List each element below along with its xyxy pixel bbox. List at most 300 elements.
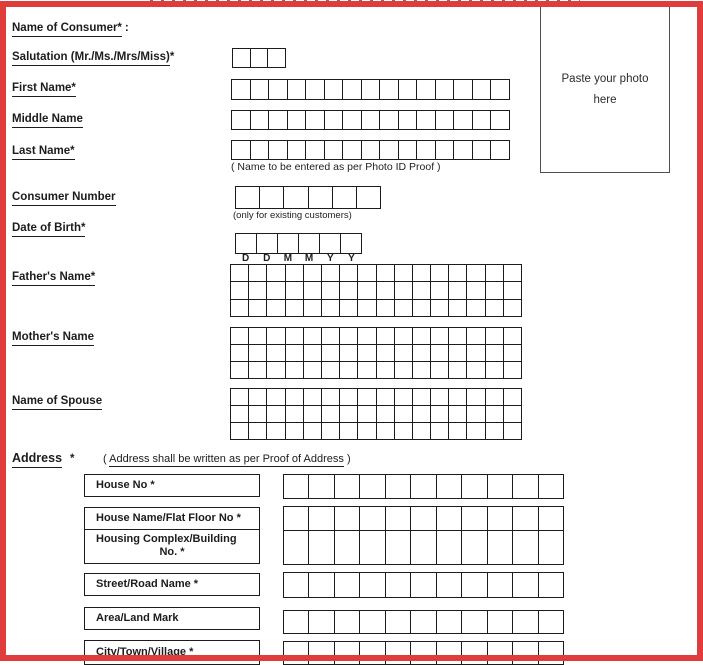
char-cell xyxy=(488,611,513,634)
char-cell xyxy=(357,187,381,209)
char-cell xyxy=(309,573,334,598)
char-cell xyxy=(360,611,385,634)
char-cell xyxy=(267,300,285,317)
char-cell xyxy=(513,507,538,531)
char-cell xyxy=(358,345,376,362)
char-cell xyxy=(304,362,322,379)
char-cell xyxy=(320,234,341,254)
char-cell xyxy=(284,611,309,634)
char-cell xyxy=(249,362,267,379)
consumer-number-char-grid xyxy=(235,186,381,209)
char-cell xyxy=(473,141,492,160)
char-cell xyxy=(513,531,538,565)
label-first-name: First Name* xyxy=(12,82,76,97)
char-cell xyxy=(395,300,413,317)
char-cell xyxy=(491,141,510,160)
char-cell xyxy=(358,362,376,379)
char-cell xyxy=(278,234,299,254)
char-cell xyxy=(513,642,538,665)
char-cell xyxy=(486,300,504,317)
char-cell xyxy=(431,282,449,299)
char-cell xyxy=(454,111,473,130)
char-cell xyxy=(377,406,395,423)
char-cell xyxy=(486,265,504,282)
char-cell xyxy=(539,507,564,531)
house-name-char-grid xyxy=(283,506,564,531)
char-cell xyxy=(335,642,360,665)
char-cell xyxy=(449,389,467,406)
char-cell xyxy=(249,406,267,423)
char-cell xyxy=(286,406,304,423)
char-cell xyxy=(309,507,334,531)
char-cell xyxy=(360,507,385,531)
char-cell xyxy=(267,362,285,379)
char-cell xyxy=(322,362,340,379)
char-cell xyxy=(304,265,322,282)
char-cell xyxy=(340,345,358,362)
char-cell xyxy=(539,642,564,665)
char-cell xyxy=(395,328,413,345)
char-cell xyxy=(437,531,462,565)
label-box-area-landmark: Area/Land Mark xyxy=(84,607,260,630)
char-cell xyxy=(413,389,431,406)
char-cell xyxy=(304,328,322,345)
char-cell xyxy=(304,389,322,406)
char-cell xyxy=(467,362,485,379)
char-cell xyxy=(486,345,504,362)
char-cell xyxy=(360,531,385,565)
char-cell xyxy=(286,389,304,406)
char-cell xyxy=(362,80,381,100)
char-cell xyxy=(249,282,267,299)
first-name-char-grid xyxy=(231,79,510,100)
char-cell xyxy=(358,423,376,440)
char-cell xyxy=(233,49,251,68)
char-cell xyxy=(236,187,260,209)
char-cell xyxy=(462,507,487,531)
char-cell xyxy=(341,234,362,254)
housing-complex-char-grid xyxy=(283,530,564,565)
dob-format-letters xyxy=(235,253,362,264)
char-cell xyxy=(488,573,513,598)
char-cell xyxy=(267,282,285,299)
char-cell xyxy=(449,362,467,379)
char-cell xyxy=(413,300,431,317)
char-cell xyxy=(431,406,449,423)
char-cell xyxy=(340,282,358,299)
char-cell xyxy=(504,362,522,379)
char-cell xyxy=(360,475,385,499)
char-cell xyxy=(232,111,251,130)
char-cell xyxy=(431,345,449,362)
char-cell xyxy=(395,282,413,299)
last-name-char-grid xyxy=(231,140,510,160)
char-cell xyxy=(488,475,513,499)
char-cell xyxy=(267,265,285,282)
char-cell xyxy=(504,345,522,362)
char-cell xyxy=(340,265,358,282)
char-cell xyxy=(436,141,455,160)
char-cell xyxy=(486,423,504,440)
char-cell xyxy=(257,234,278,254)
label-middle-name: Middle Name xyxy=(12,113,83,128)
char-cell xyxy=(340,406,358,423)
char-cell xyxy=(467,423,485,440)
char-cell xyxy=(467,389,485,406)
name-note: ( Name to be entered as per Photo ID Proof ) xyxy=(231,161,441,173)
char-cell xyxy=(399,111,418,130)
salutation-char-grid xyxy=(232,48,286,68)
char-cell xyxy=(249,389,267,406)
char-cell xyxy=(309,642,334,665)
address-heading: Address * xyxy=(12,451,75,468)
char-cell xyxy=(504,406,522,423)
char-cell xyxy=(377,423,395,440)
dob-letter: D xyxy=(263,253,271,264)
char-cell xyxy=(377,265,395,282)
label-name-of-consumer: Name of Consumer* : xyxy=(12,22,129,37)
char-cell xyxy=(488,531,513,565)
char-cell xyxy=(449,345,467,362)
char-cell xyxy=(236,234,257,254)
char-cell xyxy=(449,265,467,282)
char-cell xyxy=(462,531,487,565)
char-cell xyxy=(325,141,344,160)
char-cell xyxy=(284,507,309,531)
label-date-of-birth: Date of Birth* xyxy=(12,222,85,237)
char-cell xyxy=(231,282,249,299)
label-consumer-number: Consumer Number xyxy=(12,191,116,206)
label-salutation: Salutation (Mr./Ms./Mrs/Miss)* xyxy=(12,51,174,66)
char-cell xyxy=(309,187,333,209)
char-cell xyxy=(431,328,449,345)
middle-name-char-grid xyxy=(231,110,510,130)
char-cell xyxy=(286,362,304,379)
char-cell xyxy=(380,111,399,130)
char-cell xyxy=(286,328,304,345)
char-cell xyxy=(488,642,513,665)
char-cell xyxy=(413,406,431,423)
char-cell xyxy=(322,345,340,362)
char-cell xyxy=(411,611,436,634)
char-cell xyxy=(504,265,522,282)
char-cell xyxy=(437,611,462,634)
char-cell xyxy=(340,423,358,440)
char-cell xyxy=(362,141,381,160)
char-cell xyxy=(284,573,309,598)
char-cell xyxy=(358,389,376,406)
char-cell xyxy=(286,423,304,440)
char-cell xyxy=(306,111,325,130)
char-cell xyxy=(467,328,485,345)
char-cell xyxy=(431,265,449,282)
char-cell xyxy=(491,111,510,130)
char-cell xyxy=(413,362,431,379)
dob-letter: M xyxy=(304,253,314,264)
char-cell xyxy=(231,300,249,317)
char-cell xyxy=(467,345,485,362)
char-cell xyxy=(473,111,492,130)
char-cell xyxy=(417,141,436,160)
street-road-char-grid xyxy=(283,572,564,598)
label-name-of-spouse: Name of Spouse xyxy=(12,395,102,410)
char-cell xyxy=(467,265,485,282)
address-note: ( Address shall be written as per Proof of Address ) xyxy=(103,453,351,465)
char-cell xyxy=(386,507,411,531)
char-cell xyxy=(362,111,381,130)
char-cell xyxy=(395,389,413,406)
char-cell xyxy=(449,300,467,317)
char-cell xyxy=(340,328,358,345)
char-cell xyxy=(437,475,462,499)
char-cell xyxy=(413,345,431,362)
char-cell xyxy=(288,80,307,100)
char-cell xyxy=(462,475,487,499)
char-cell xyxy=(251,49,269,68)
char-cell xyxy=(431,300,449,317)
dob-letter: Y xyxy=(348,253,355,264)
dob-letter: D xyxy=(241,253,250,264)
char-cell xyxy=(322,406,340,423)
char-cell xyxy=(286,345,304,362)
clipped-text-remnant xyxy=(150,0,580,3)
char-cell xyxy=(454,141,473,160)
char-cell xyxy=(386,475,411,499)
char-cell xyxy=(286,300,304,317)
char-cell xyxy=(268,49,286,68)
char-cell xyxy=(269,141,288,160)
char-cell xyxy=(232,141,251,160)
fathers-name-char-grid xyxy=(230,264,522,317)
char-cell xyxy=(251,141,270,160)
char-cell xyxy=(467,406,485,423)
char-cell xyxy=(380,141,399,160)
char-cell xyxy=(411,507,436,531)
char-cell xyxy=(288,111,307,130)
char-cell xyxy=(335,507,360,531)
char-cell xyxy=(231,423,249,440)
char-cell xyxy=(284,642,309,665)
char-cell xyxy=(325,111,344,130)
char-cell xyxy=(411,642,436,665)
char-cell xyxy=(504,328,522,345)
char-cell xyxy=(504,282,522,299)
char-cell xyxy=(360,642,385,665)
char-cell xyxy=(358,328,376,345)
char-cell xyxy=(395,406,413,423)
char-cell xyxy=(486,362,504,379)
char-cell xyxy=(437,573,462,598)
char-cell xyxy=(395,423,413,440)
label-box-housing-complex: Housing Complex/Building No. * xyxy=(84,529,260,565)
char-cell xyxy=(377,362,395,379)
char-cell xyxy=(462,611,487,634)
char-cell xyxy=(335,475,360,499)
char-cell xyxy=(486,328,504,345)
char-cell xyxy=(462,642,487,665)
char-cell xyxy=(449,423,467,440)
char-cell xyxy=(462,573,487,598)
char-cell xyxy=(513,573,538,598)
char-cell xyxy=(231,345,249,362)
city-town-village-char-grid xyxy=(283,641,564,665)
char-cell xyxy=(358,406,376,423)
label-box-house-no: House No * xyxy=(84,474,260,497)
char-cell xyxy=(413,282,431,299)
char-cell xyxy=(377,328,395,345)
char-cell xyxy=(504,389,522,406)
char-cell xyxy=(299,234,320,254)
char-cell xyxy=(335,611,360,634)
char-cell xyxy=(304,406,322,423)
char-cell xyxy=(284,475,309,499)
char-cell xyxy=(232,80,251,100)
char-cell xyxy=(322,265,340,282)
mothers-name-char-grid xyxy=(230,327,522,379)
char-cell xyxy=(513,611,538,634)
char-cell xyxy=(504,300,522,317)
char-cell xyxy=(304,423,322,440)
char-cell xyxy=(539,475,564,499)
char-cell xyxy=(413,265,431,282)
char-cell xyxy=(231,389,249,406)
char-cell xyxy=(251,111,270,130)
char-cell xyxy=(325,80,344,100)
char-cell xyxy=(504,423,522,440)
char-cell xyxy=(335,573,360,598)
label-box-house-name: House Name/Flat Floor No * xyxy=(84,507,260,530)
label-box-street-road: Street/Road Name * xyxy=(84,573,260,596)
area-landmark-char-grid xyxy=(283,610,564,634)
char-cell xyxy=(333,187,357,209)
char-cell xyxy=(486,389,504,406)
char-cell xyxy=(304,300,322,317)
char-cell xyxy=(304,282,322,299)
char-cell xyxy=(306,80,325,100)
char-cell xyxy=(340,300,358,317)
char-cell xyxy=(249,300,267,317)
char-cell xyxy=(454,80,473,100)
char-cell xyxy=(473,80,492,100)
photo-box-text-line2: here xyxy=(593,93,617,106)
char-cell xyxy=(231,406,249,423)
char-cell xyxy=(449,328,467,345)
char-cell xyxy=(386,642,411,665)
char-cell xyxy=(309,475,334,499)
char-cell xyxy=(467,282,485,299)
char-cell xyxy=(437,507,462,531)
photo-paste-box xyxy=(540,6,670,173)
char-cell xyxy=(411,475,436,499)
char-cell xyxy=(260,187,284,209)
char-cell xyxy=(249,345,267,362)
consumer-number-note: (only for existing customers) xyxy=(233,210,352,221)
char-cell xyxy=(377,300,395,317)
label-box-city-town-village: City/Town/Village * xyxy=(84,640,260,665)
char-cell xyxy=(386,611,411,634)
char-cell xyxy=(322,300,340,317)
char-cell xyxy=(399,141,418,160)
char-cell xyxy=(539,573,564,598)
char-cell xyxy=(251,80,270,100)
char-cell xyxy=(267,406,285,423)
label-mothers-name: Mother's Name xyxy=(12,331,94,346)
char-cell xyxy=(309,531,334,565)
char-cell xyxy=(286,265,304,282)
photo-box-text-line1: Paste your photo xyxy=(561,73,649,86)
char-cell xyxy=(411,531,436,565)
char-cell xyxy=(343,80,362,100)
char-cell xyxy=(431,389,449,406)
spouse-name-char-grid xyxy=(230,388,522,440)
char-cell xyxy=(467,300,485,317)
char-cell xyxy=(304,345,322,362)
char-cell xyxy=(249,328,267,345)
char-cell xyxy=(269,111,288,130)
char-cell xyxy=(417,111,436,130)
char-cell xyxy=(449,282,467,299)
char-cell xyxy=(267,345,285,362)
char-cell xyxy=(335,531,360,565)
char-cell xyxy=(431,362,449,379)
char-cell xyxy=(343,141,362,160)
char-cell xyxy=(322,389,340,406)
char-cell xyxy=(436,80,455,100)
char-cell xyxy=(306,141,325,160)
char-cell xyxy=(322,423,340,440)
char-cell xyxy=(231,362,249,379)
char-cell xyxy=(269,80,288,100)
char-cell xyxy=(358,265,376,282)
char-cell xyxy=(437,642,462,665)
char-cell xyxy=(539,611,564,634)
char-cell xyxy=(386,531,411,565)
char-cell xyxy=(309,611,334,634)
char-cell xyxy=(386,573,411,598)
char-cell xyxy=(380,80,399,100)
char-cell xyxy=(249,423,267,440)
char-cell xyxy=(399,80,418,100)
char-cell xyxy=(267,389,285,406)
char-cell xyxy=(513,475,538,499)
char-cell xyxy=(431,423,449,440)
house-no-char-grid xyxy=(283,474,564,499)
char-cell xyxy=(360,573,385,598)
char-cell xyxy=(267,328,285,345)
char-cell xyxy=(340,362,358,379)
char-cell xyxy=(358,282,376,299)
char-cell xyxy=(417,80,436,100)
char-cell xyxy=(343,111,362,130)
char-cell xyxy=(377,389,395,406)
label-fathers-name: Father's Name* xyxy=(12,271,95,286)
char-cell xyxy=(539,531,564,565)
char-cell xyxy=(436,111,455,130)
char-cell xyxy=(395,265,413,282)
char-cell xyxy=(267,423,285,440)
dob-letter: Y xyxy=(326,253,334,264)
char-cell xyxy=(486,406,504,423)
char-cell xyxy=(231,265,249,282)
char-cell xyxy=(411,573,436,598)
char-cell xyxy=(284,187,308,209)
date-of-birth-char-grid xyxy=(235,233,362,254)
char-cell xyxy=(231,328,249,345)
char-cell xyxy=(395,345,413,362)
char-cell xyxy=(395,362,413,379)
char-cell xyxy=(491,80,510,100)
char-cell xyxy=(284,531,309,565)
